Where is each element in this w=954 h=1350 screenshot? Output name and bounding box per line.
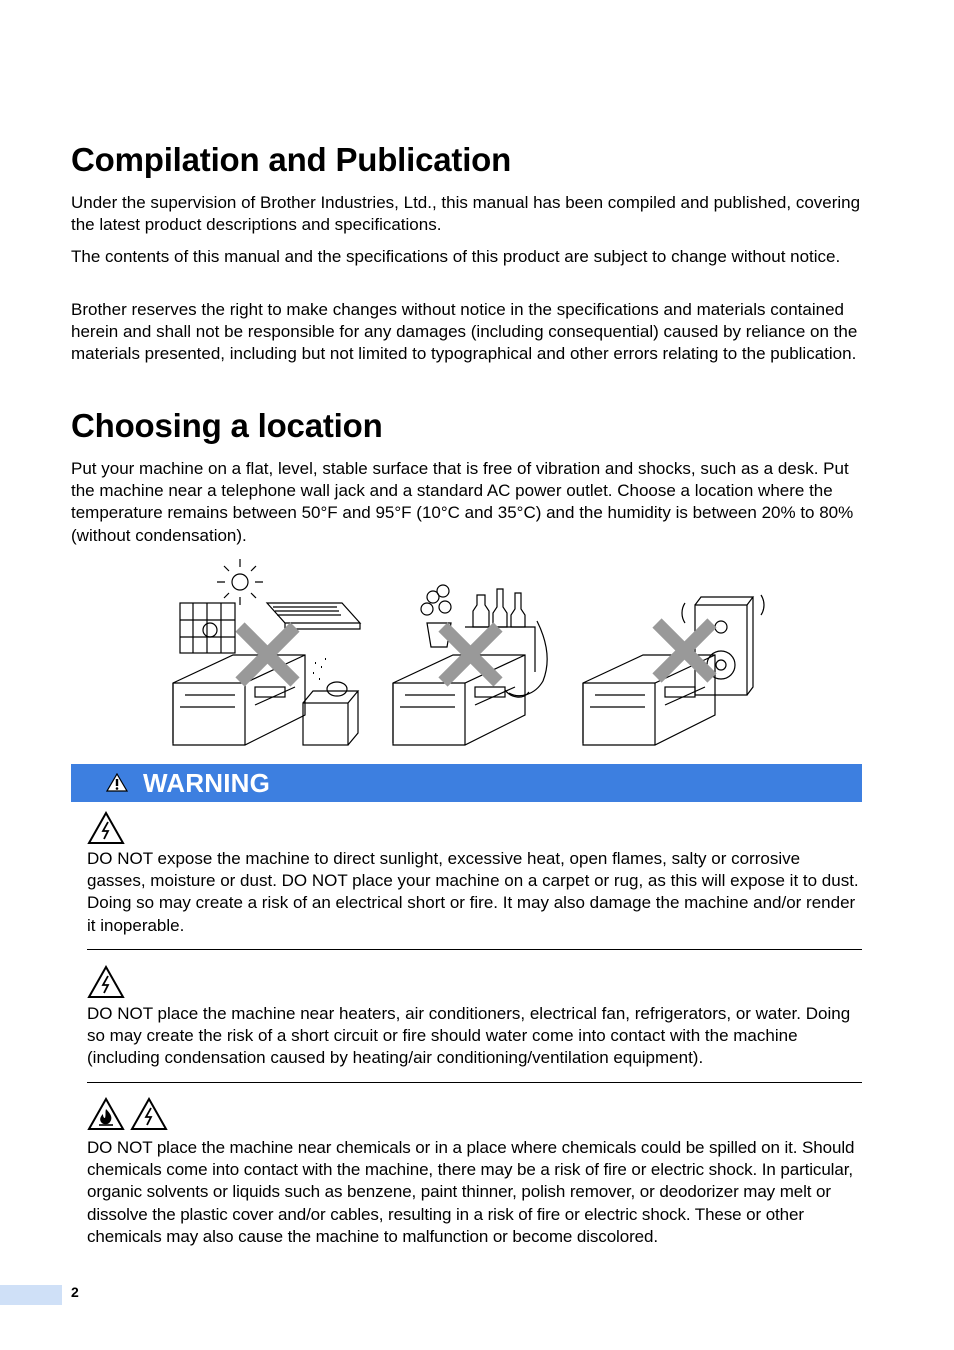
fire-hazard-icon xyxy=(87,1097,125,1131)
warning-title: WARNING xyxy=(143,768,271,798)
paragraph: Put your machine on a flat, level, stable surface that is free of vibration and shocks, such as a desk. Put the machine near a telephone wall jack and a standard AC power outlet. Choose a location where the temperature remains between 50°F and 95°F (10°C and 35°C) and the humidity is between 20% to 80% (without condensation). xyxy=(71,459,854,545)
spill-icon xyxy=(505,621,547,697)
panel-liquids-dust xyxy=(393,585,547,745)
warning-text: DO NOT place the machine near heaters, air conditioners, electrical fan, refrigerators, or water. Doing so may create the risk of a short circuit or fire should water come into contact with the machine (including condensation caused by heating/air conditioning/ventilation equipment). xyxy=(87,1004,851,1068)
location-illustration xyxy=(165,555,775,750)
warning-banner xyxy=(71,764,862,802)
section-heading-compilation: Compilation and Publication xyxy=(71,141,512,178)
bottles-icon xyxy=(473,589,525,627)
page-number: 2 xyxy=(71,1284,79,1300)
sun-icon xyxy=(217,559,263,605)
divider xyxy=(87,949,862,950)
page-number-tab xyxy=(0,1285,62,1305)
electrical-hazard-icon xyxy=(130,1097,168,1131)
electrical-hazard-icon xyxy=(87,811,125,845)
divider xyxy=(87,1082,862,1083)
paragraph: Brother reserves the right to make changes without notice in the specifications and materials contained herein and shall not be responsible for any damages (including consequential) caused by reliance on the materials presented, including but not limited to typographical and other errors relating to the publication. xyxy=(71,300,858,364)
paragraph: The contents of this manual and the specifications of this product are subject to change without notice. xyxy=(71,247,841,266)
electrical-hazard-icon xyxy=(87,965,125,999)
humidifier-icon xyxy=(303,682,358,745)
air-conditioner-icon xyxy=(267,603,360,629)
warning-text: DO NOT place the machine near chemicals or in a place where chemicals could be spilled on it. Should chemicals come into contact with the machine, there may be a risk of fire or electric shock. In particular, organic solvents or liquids such as benzene, paint thinner, polish remover, or deodorizer may melt or dissolve the plastic cover and/or cables, resulting in a risk of fire or electric shock. These or other chemicals may also cause the machine to malfunction or become discolored. xyxy=(87,1138,855,1246)
prohibited-cross-icons xyxy=(240,623,712,682)
section-heading-choosing-location: Choosing a location xyxy=(71,407,383,444)
paragraph: Under the supervision of Brother Industries, Ltd., this manual has been compiled and published, covering the latest product descriptions and specifications. xyxy=(71,193,861,235)
warning-triangle-icon xyxy=(106,773,128,792)
warning-text: DO NOT expose the machine to direct sunlight, excessive heat, open flames, salty or corrosive gasses, moisture or dust. DO NOT place your machine on a carpet or rug, as this will expose it to dust. Doing so may create a risk of an electrical short or fire. It may also damage the machine and/or render it inoperable. xyxy=(87,849,859,935)
